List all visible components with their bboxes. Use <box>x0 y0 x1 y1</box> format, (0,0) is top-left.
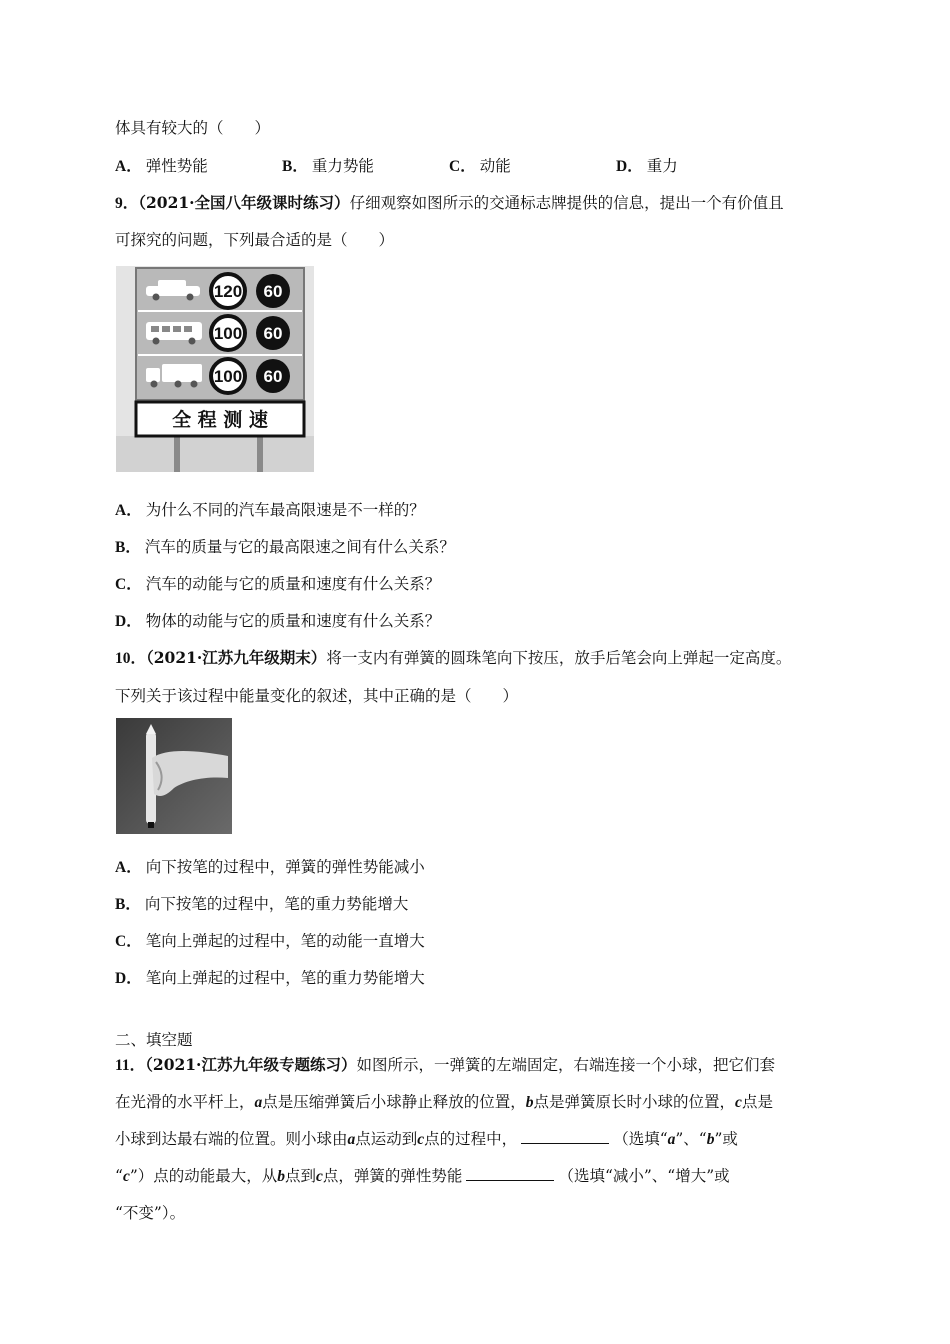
q9-option-d[interactable] <box>115 611 440 632</box>
q11-line3 <box>115 1129 738 1150</box>
pen-press-photo <box>116 718 232 834</box>
point-c: c <box>735 1094 742 1111</box>
text: 小球到达最右端的位置。则小球由 <box>115 1130 348 1148</box>
point-c: c <box>417 1131 425 1148</box>
text: 点是弹簧原长时小球的位置， <box>533 1093 736 1111</box>
q11-line1 <box>115 1055 775 1076</box>
q9-option-c[interactable] <box>115 574 440 595</box>
q8-options <box>115 156 783 177</box>
point-a: a <box>254 1094 263 1111</box>
point-b: b <box>525 1094 534 1111</box>
option-text: 重力 <box>646 157 678 175</box>
point-a: a <box>667 1131 676 1148</box>
q9-option-b[interactable] <box>115 537 455 558</box>
option-text: 汽车的动能与它的质量和速度有什么关系？ <box>145 575 441 593</box>
question-text: 将一支内有弹簧的圆珠笔向下按压，放手后笔会向上弹起一定高度。 <box>326 649 792 667</box>
question-text: 如图所示，一弹簧的左端固定，右端连接一个小球，把它们套 <box>356 1056 775 1074</box>
option-text: 笔向上弹起的过程中，笔的重力势能增大 <box>145 969 425 987</box>
text: ”或 <box>714 1130 738 1148</box>
q9-stem-line1 <box>115 193 784 214</box>
text: （选填“减小”、“增大”或 <box>558 1167 730 1185</box>
answer-blank-1[interactable] <box>521 1129 609 1144</box>
text: 点的过程中， <box>424 1130 518 1148</box>
q8-option-c[interactable] <box>449 156 616 177</box>
option-text: 物体的动能与它的质量和速度有什么关系？ <box>145 612 441 630</box>
section-title: 二、填空题 <box>115 1031 193 1049</box>
question-text: 仔细观察如图所示的交通标志牌提供的信息，提出一个有价值且 <box>349 194 784 212</box>
option-text: 重力势能 <box>311 157 374 175</box>
option-text: 向下按笔的过程中，弹簧的弹性势能减小 <box>145 858 425 876</box>
question-number: 10． <box>115 650 147 667</box>
text: 点运动到 <box>355 1130 418 1148</box>
point-c: c <box>316 1168 323 1185</box>
q10-option-b[interactable] <box>115 894 408 915</box>
max-speed-value: 100 <box>213 367 243 386</box>
q11-line4 <box>115 1166 730 1187</box>
option-label: B． <box>282 158 308 175</box>
option-label: D． <box>115 613 142 630</box>
option-text: 为什么不同的汽车最高限速是不一样的？ <box>145 501 425 519</box>
option-label: A． <box>115 859 142 876</box>
answer-blank-2[interactable] <box>466 1166 554 1181</box>
option-text: 弹性势能 <box>145 157 208 175</box>
point-b: b <box>706 1131 715 1148</box>
point-c: c <box>122 1168 130 1185</box>
q10-option-a[interactable] <box>115 857 425 878</box>
q9-option-a[interactable] <box>115 500 425 521</box>
text: 点是 <box>741 1093 773 1111</box>
q10-stem-line2: 下列关于该过程中能量变化的叙述，其中正确的是（ ） <box>115 687 519 705</box>
text: 点，弹簧的弹性势能 <box>322 1167 463 1185</box>
option-label: D． <box>115 970 142 987</box>
question-source: （2021·全国八年级课时练习） <box>138 193 350 212</box>
question-source: （2021·江苏九年级期末） <box>146 648 327 667</box>
text: 点是压缩弹簧后小球静止释放的位置， <box>262 1093 526 1111</box>
text: （选填“ <box>613 1130 668 1148</box>
option-label: B． <box>115 539 141 556</box>
option-label: C． <box>115 933 142 950</box>
q10-stem-line1 <box>115 648 791 669</box>
question-number: 11． <box>115 1057 146 1074</box>
option-text: 汽车的质量与它的最高限速之间有什么关系？ <box>144 538 455 556</box>
option-label: A． <box>115 158 142 175</box>
q8-option-a[interactable] <box>115 156 282 177</box>
sign-caption: 全 程 测 速 <box>172 409 268 431</box>
option-label: C． <box>115 576 142 593</box>
max-speed-value: 120 <box>213 282 243 301</box>
option-text: 动能 <box>479 157 511 175</box>
option-text: 笔向上弹起的过程中，笔的动能一直增大 <box>145 932 425 950</box>
max-speed-value: 100 <box>213 324 243 343</box>
option-label: D． <box>616 158 643 175</box>
q11-line2 <box>115 1092 773 1113</box>
text: “ <box>115 1167 123 1185</box>
q9-stem-line2: 可探究的问题，下列最合适的是（ ） <box>115 231 395 249</box>
speed-limit-sign-image <box>116 266 314 472</box>
q10-option-c[interactable] <box>115 931 425 952</box>
min-speed-value: 60 <box>263 367 283 386</box>
q8-stem-tail: 体具有较大的（ ） <box>115 119 271 137</box>
point-a: a <box>347 1131 356 1148</box>
option-text: 向下按笔的过程中，笔的重力势能增大 <box>144 895 409 913</box>
min-speed-value: 60 <box>263 282 283 301</box>
option-label: B． <box>115 896 141 913</box>
option-label: C． <box>449 158 476 175</box>
text: 在光滑的水平杆上， <box>115 1093 255 1111</box>
question-source: （2021·江苏九年级专题练习） <box>145 1055 357 1074</box>
question-number: 9． <box>115 195 139 212</box>
text: ”、“ <box>675 1130 707 1148</box>
option-label: A． <box>115 502 142 519</box>
q8-option-b[interactable] <box>282 156 449 177</box>
text: 点到 <box>285 1167 317 1185</box>
point-b: b <box>277 1168 286 1185</box>
q8-option-d[interactable] <box>616 156 783 177</box>
text: ”）点的动能最大，从 <box>129 1167 278 1185</box>
q10-option-d[interactable] <box>115 968 425 989</box>
q11-line5: “不变”）。 <box>115 1204 186 1222</box>
min-speed-value: 60 <box>263 324 283 343</box>
